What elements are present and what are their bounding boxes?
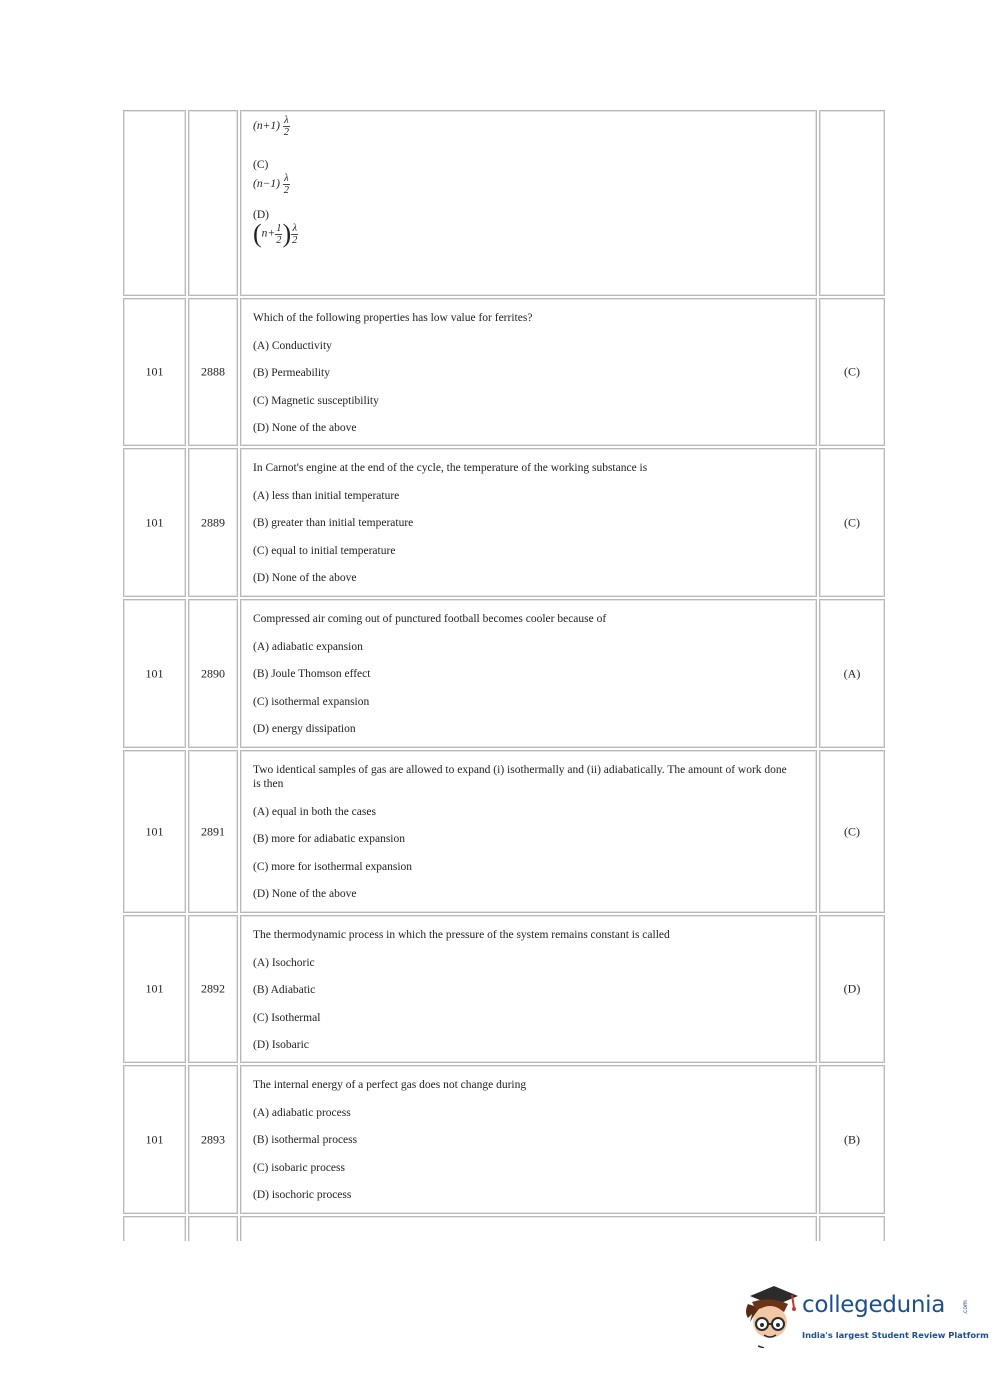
cell-col1 [123,298,186,446]
cell-id [188,599,238,748]
answer: (D) [843,981,861,996]
cell-id [188,750,238,913]
question-id: 2892 [201,981,225,996]
option-b: (B) Adiabatic [253,984,316,996]
option-d: (D) Isobaric [253,1039,309,1051]
cell-col1 [123,599,186,748]
option-b: (B) more for adiabatic expansion [253,833,405,845]
table-row [123,448,885,597]
cell-id [188,1216,238,1241]
cell-question [240,750,817,913]
col1-value: 101 [145,364,164,379]
question-id: 2889 [201,515,225,529]
cell-col1 [123,1216,186,1241]
option-c: (C) more for isothermal expansion [253,860,413,873]
option-a: (A) equal in both the cases [253,805,376,818]
logo-wordmark: collegedunia [802,1292,946,1318]
logo-com: .com [961,1300,969,1315]
answer: (C) [844,824,860,838]
option-c-formula: (n−1) $\frac{\lambda}{2}$ [253,173,290,196]
cell-question [240,298,817,446]
question-text: The internal energy of a perfect gas does not change during [253,1079,527,1091]
option-c: (C) Isothermal [253,1011,321,1024]
col1-value: 101 [145,515,164,529]
option-b: (B) Joule Thomson effect [253,668,371,680]
cell-col1 [123,110,186,296]
cell-col1 [123,750,186,913]
question-text: Which of the following properties has low value for ferrites? [253,312,533,324]
cell-col1 [123,448,186,597]
option-d: (D) isochoric process [253,1189,352,1201]
cell-answer [819,298,885,446]
cell-id [188,915,238,1063]
cell-col1 [123,915,186,1063]
mascot-icon [740,1282,802,1348]
option-d-label: (D) [253,209,269,221]
cell-question [240,599,817,748]
option-c: (C) isothermal expansion [253,695,370,708]
cell-question [240,110,817,296]
cell-id [188,110,238,296]
option-d-formula: (n+ $\frac{1}{2}$ ) $\frac{\lambda}{2}$ [253,219,298,248]
option-c-label: (C) [253,159,269,171]
option-a: (A) Isochoric [253,956,315,969]
cell-answer [819,110,885,296]
col1-value: 101 [145,666,164,680]
question-text: In Carnot's engine at the end of the cycle, the temperature of the working substance is [253,462,648,474]
option-b: (B) isothermal process [253,1134,358,1146]
col1-value: 101 [145,824,164,838]
cell-id [188,298,238,446]
option-d: (D) None of the above [253,572,357,584]
fraction: $\frac{\lambda}{2}$ [283,173,290,196]
option-a: (A) adiabatic expansion [253,640,363,653]
question-text: The thermodynamic process in which the pressure of the system remains constant is called [253,929,670,941]
option-d: (D) None of the above [253,888,357,900]
cell-answer [819,750,885,913]
option-c: (C) equal to initial temperature [253,544,396,557]
question-id: 2888 [201,364,225,379]
answer: (A) [843,666,861,680]
cell-question [240,915,817,1063]
answer: (B) [844,1132,860,1146]
option-a: (A) less than initial temperature [253,489,400,502]
table-row [123,750,885,913]
question-id: 2891 [201,824,225,838]
answer: (C) [844,515,860,529]
table-row-partial-bottom [123,1216,885,1241]
question-id: 2893 [201,1132,225,1146]
cell-answer [819,599,885,748]
collegedunia-logo [740,1282,989,1354]
fraction: $\frac{1}{2}$ [276,222,282,246]
logo-tagline: India's largest Student Review Platform [802,1330,989,1340]
option-b-formula: (n+1) $\frac{\lambda}{2}$ [253,115,290,138]
cell-answer [819,915,885,1063]
option-b: (B) Permeability [253,367,330,379]
table-row [123,599,885,748]
option-a: (A) Conductivity [253,339,332,352]
col1-value: 101 [145,981,164,996]
question-text: Compressed air coming out of punctured football becomes cooler because of [253,613,607,625]
cell-answer [819,1216,885,1241]
table-row [123,1065,885,1214]
col1-value: 101 [145,1132,164,1146]
cell-question [240,1216,817,1241]
option-d: (D) energy dissipation [253,723,356,735]
table-row [123,298,885,446]
option-c: (C) Magnetic susceptibility [253,394,379,407]
cell-id [188,448,238,597]
cell-id [188,1065,238,1214]
option-b: (B) greater than initial temperature [253,517,414,529]
question-text: Two identical samples of gas are allowed to expand (i) isothermally and (ii) adiabatically. The amount of work done is then [253,764,787,790]
table-row [123,915,885,1063]
cell-answer [819,448,885,597]
option-d: (D) None of the above [253,422,357,434]
table-row-partial-top [123,110,885,296]
option-c: (C) isobaric process [253,1161,345,1174]
question-table [123,110,885,1241]
cell-question [240,1065,817,1214]
cell-answer [819,1065,885,1214]
cell-col1 [123,1065,186,1214]
fraction: $\frac{\lambda}{2}$ [283,115,290,138]
answer: (C) [844,364,860,379]
cell-question [240,448,817,597]
question-id: 2890 [201,666,225,680]
fraction: $\frac{\lambda}{2}$ [292,222,298,246]
option-a: (A) adiabatic process [253,1106,351,1119]
